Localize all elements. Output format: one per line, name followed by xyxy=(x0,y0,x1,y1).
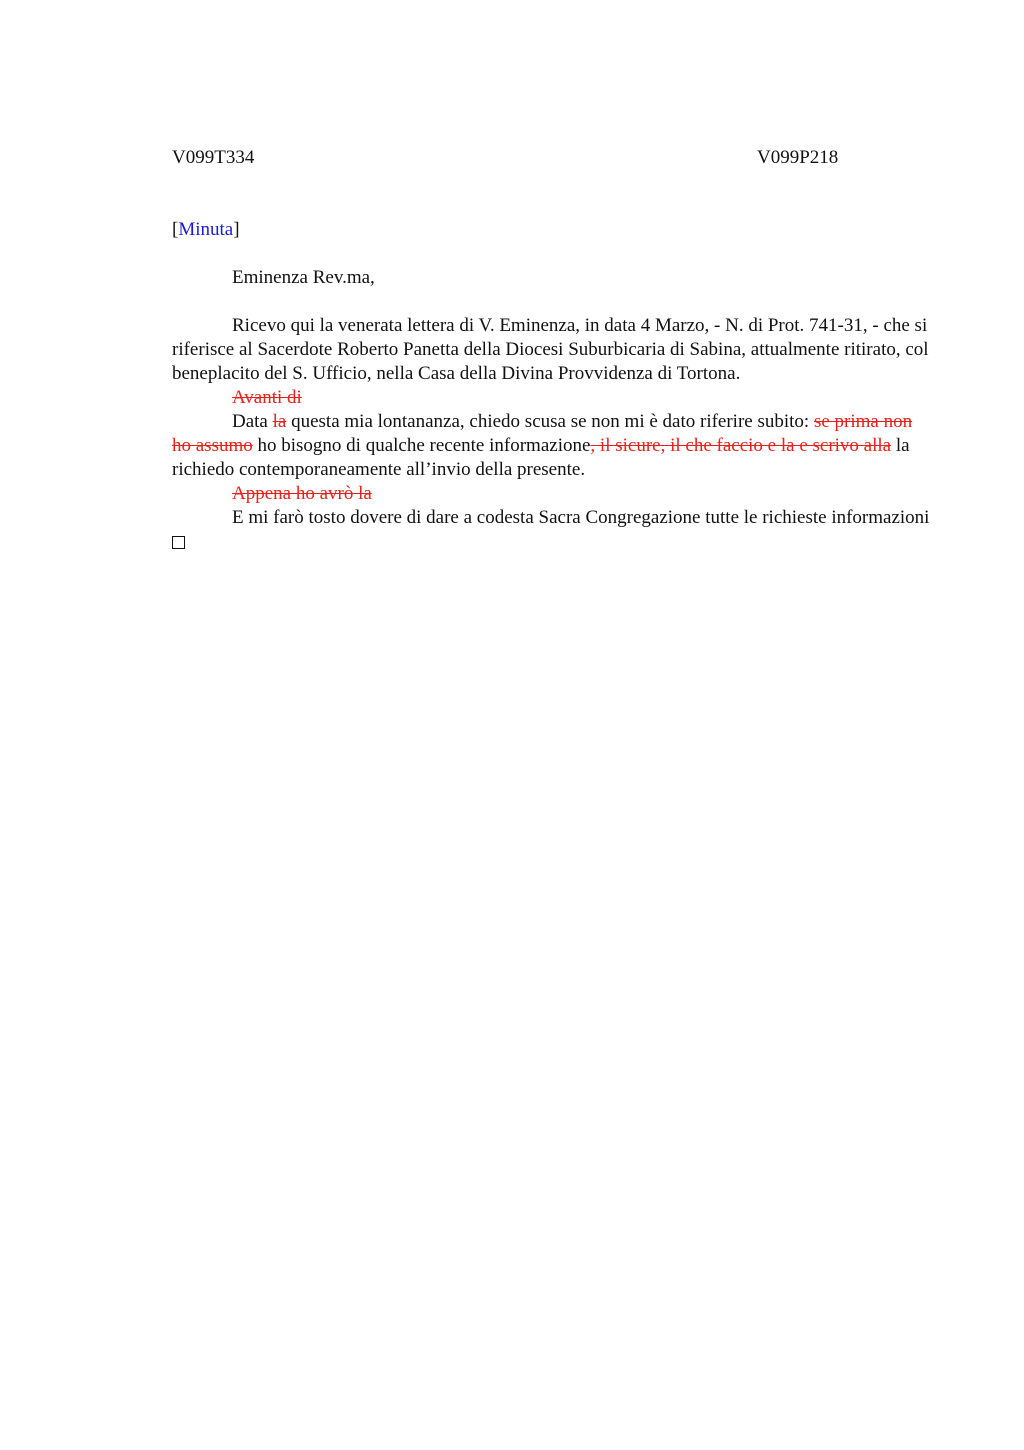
deleted-text: Appena ho avrò la xyxy=(232,483,372,504)
letter-page xyxy=(172,146,932,549)
paragraph-1: Ricevo qui la venerata lettera di V. Eminenza, in data 4 Marzo, - N. di Prot. 741-31, - che si riferisce al Sacerdote Roberto Panetta della Diocesi Suburbicaria di Sabina, attualmente ritirato, col beneplacito del S. Ufficio, nella Casa della Divina Provvidenza di Tortona. xyxy=(172,315,929,384)
end-square-icon xyxy=(172,536,185,549)
deleted-text: , il sicure, il che faccio e la e scrivo alla xyxy=(590,435,892,456)
paragraph-2-text: Data xyxy=(232,411,273,432)
deleted-line-1 xyxy=(172,386,932,410)
deleted-text: Avanti di xyxy=(232,387,302,408)
paragraph-2-text: questa mia lontananza, chiedo scusa se non mi è dato riferire subito: xyxy=(286,411,814,432)
minuta-word: Minuta xyxy=(178,219,234,240)
open-bracket: [ xyxy=(172,219,179,240)
paragraph-3: E mi farò tosto dovere di dare a codesta Sacra Congregazione tutte le richieste informazioni xyxy=(232,507,930,528)
salutation: Eminenza Rev.ma, xyxy=(232,267,375,288)
deleted-text: se prima non ho assumo xyxy=(172,411,913,456)
minuta-label xyxy=(172,218,932,242)
paragraph-2-text: ho bisogno di qualche recente informazione xyxy=(252,435,591,456)
paragraph-2-text: la richiedo contemporaneamente all’invio della presente. xyxy=(172,435,910,480)
header-row xyxy=(172,146,932,170)
document-code-right: V099P218 xyxy=(757,147,839,168)
document-code-left: V099T334 xyxy=(172,147,255,168)
close-bracket: ] xyxy=(233,219,240,240)
deleted-line-2 xyxy=(172,482,932,506)
paragraph-2 xyxy=(172,410,932,482)
deleted-text: la xyxy=(272,411,287,432)
